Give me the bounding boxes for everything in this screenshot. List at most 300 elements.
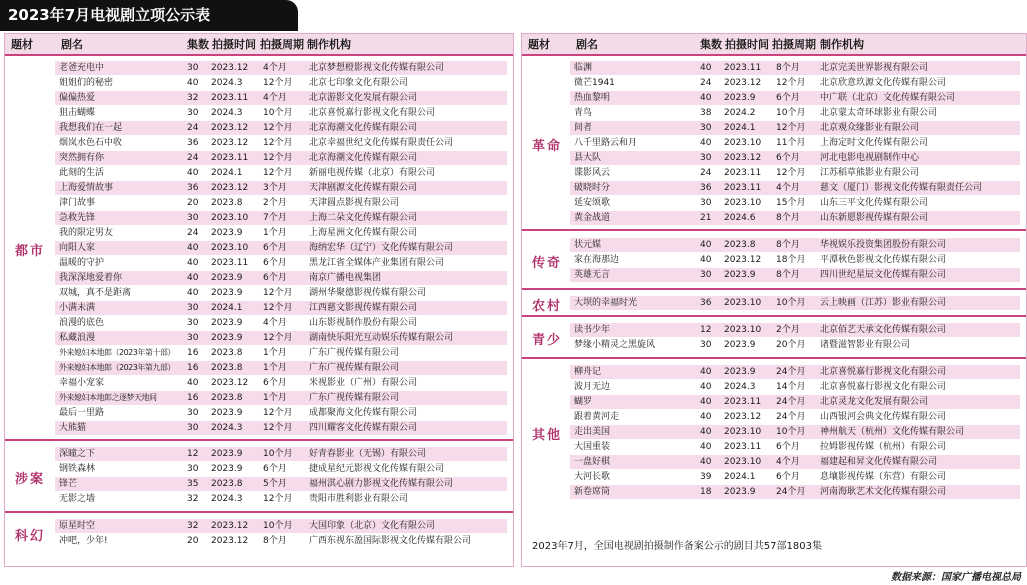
table-row [570,470,1020,484]
group-separator [522,357,1026,359]
shoot-period: 6个月 [776,153,800,163]
shoot-time: 2023.9 [211,228,243,238]
episode-count: 24 [187,123,199,133]
shoot-time: 2023.10 [211,213,249,223]
shoot-time: 2023.8 [211,348,243,358]
producer: 天津剧源文化传媒有限公司 [309,183,418,193]
drama-title: 外来媳妇本地郎之逐梦天地间 [59,393,157,402]
shoot-period: 12个月 [776,123,806,133]
table-row [55,391,507,405]
shoot-time: 2023.12 [724,78,762,88]
drama-title: 微芒1941 [574,78,615,88]
drama-title: 冲吧，少年! [59,536,108,546]
episode-count: 12 [700,325,712,335]
producer: 黑龙江省全媒体产业集团有限公司 [309,258,445,268]
shoot-period: 8个月 [776,213,800,223]
table-row [55,256,507,270]
table-row [55,301,507,315]
table-row [55,61,507,75]
drama-title: 深瞳之下 [59,449,96,459]
episode-count: 40 [700,63,712,73]
episode-count: 30 [187,108,199,118]
drama-title: 双城，真不是距离 [59,288,132,298]
table-row [55,447,507,461]
shoot-period: 8个月 [776,240,800,250]
shoot-period: 6个月 [263,464,287,474]
episode-count: 40 [700,457,712,467]
episode-count: 40 [700,138,712,148]
episode-count: 16 [187,363,199,373]
drama-title: 县大队 [574,153,602,163]
episode-count: 18 [700,487,712,497]
header-title: 剧名 [61,38,83,51]
shoot-period: 4个月 [776,457,800,467]
episode-count: 36 [700,183,712,193]
producer: 中广联（北京）文化传媒有限公司 [820,93,956,103]
table-row [570,365,1020,379]
shoot-period: 10个月 [263,108,293,118]
drama-title: 间者 [574,123,593,133]
producer: 四川耀客文化传媒有限公司 [309,423,418,433]
episode-count: 40 [187,273,199,283]
table-row [55,492,507,506]
producer: 北京观众缘影业有限公司 [820,123,920,133]
table-row [55,406,507,420]
shoot-period: 4个月 [776,183,800,193]
category-label: 传奇 [531,255,562,271]
shoot-time: 2023.10 [724,325,762,335]
shoot-time: 2023.9 [211,273,243,283]
table-row [55,316,507,330]
shoot-time: 2023.12 [211,378,249,388]
header-episodes: 集数 [187,38,209,51]
drama-title: 延安颂歌 [574,198,611,208]
producer: 江西慈文影视传媒有限公司 [309,303,418,313]
shoot-time: 2023.12 [211,63,249,73]
shoot-period: 6个月 [776,442,800,452]
shoot-period: 2个月 [263,198,287,208]
episode-count: 24 [700,168,712,178]
producer: 北京喜悦嘉行影视文化有限公司 [820,367,947,377]
shoot-time: 2023.10 [724,298,762,308]
shoot-time: 2023.9 [211,288,243,298]
shoot-period: 12个月 [263,423,293,433]
episode-count: 40 [187,258,199,268]
producer: 捷成星纪元影视文化传媒有限公司 [309,464,445,474]
episode-count: 40 [187,168,199,178]
shoot-period: 10个月 [776,298,806,308]
shoot-period: 2个月 [776,325,800,335]
drama-title: 八千里路云和月 [574,138,638,148]
header-period: 拍摄周期 [772,38,816,51]
episode-count: 24 [187,228,199,238]
shoot-period: 10个月 [263,521,293,531]
shoot-time: 2024.3 [211,494,243,504]
table-row [55,151,507,165]
episode-count: 16 [187,393,199,403]
shoot-period: 8个月 [776,63,800,73]
episode-count: 40 [700,412,712,422]
shoot-period: 12个月 [263,138,293,148]
table-row [570,211,1020,225]
producer: 天津圆点影视有限公司 [309,198,400,208]
shoot-time: 2023.11 [211,258,249,268]
table-row [570,455,1020,469]
producer: 广西东视东盈国际影视文化传媒有限公司 [309,536,472,546]
drama-title: 此刻的生活 [59,168,105,178]
episode-count: 30 [187,464,199,474]
shoot-period: 12个月 [263,123,293,133]
producer: 好青春影业（无锡）有限公司 [309,449,427,459]
shoot-time: 2023.8 [211,363,243,373]
table-row [570,151,1020,165]
shoot-time: 2024.1 [724,472,756,482]
drama-title: 浪漫的底色 [59,318,105,328]
shoot-time: 2023.11 [724,183,762,193]
header-shoot-time: 拍摄时间 [212,38,256,51]
group-separator [522,288,1026,290]
drama-title: 蝴罗 [574,397,593,407]
episode-count: 30 [187,423,199,433]
shoot-time: 2023.11 [724,168,762,178]
shoot-period: 5个月 [263,479,287,489]
drama-title: 一盘好棋 [574,457,611,467]
shoot-period: 10个月 [263,449,293,459]
shoot-period: 12个月 [776,78,806,88]
shoot-time: 2023.12 [724,412,762,422]
shoot-period: 12个月 [263,408,293,418]
shoot-period: 24个月 [776,367,806,377]
right-table [521,33,1027,567]
producer: 广东广视传媒有限公司 [309,393,400,403]
drama-title: 姐姐们的秘密 [59,78,114,88]
producer: 南京广播电视集团 [309,273,382,283]
episode-count: 30 [187,213,199,223]
producer: 海纳宏华（辽宁）文化传媒有限公司 [309,243,454,253]
table-row [570,76,1020,90]
table-row [570,238,1020,252]
producer: 平潭秋色影视文化传媒有限公司 [820,255,947,265]
episode-count: 30 [700,270,712,280]
category-label: 其他 [531,427,562,443]
drama-title: 青鸟 [574,108,593,118]
category-label: 涉案 [14,472,45,487]
table-row [570,395,1020,409]
table-row [55,241,507,255]
episode-count: 20 [187,198,199,208]
drama-title: 黄金战道 [574,213,611,223]
shoot-period: 10个月 [776,108,806,118]
producer: 北京七印象文化有限公司 [309,78,409,88]
producer: 云上映画（江苏）影业有限公司 [820,298,947,308]
shoot-period: 12个月 [263,288,293,298]
shoot-time: 2023.8 [211,393,243,403]
category-label: 农村 [531,298,562,314]
category-label: 科幻 [14,529,45,544]
shoot-time: 2023.12 [211,521,249,531]
table-row [55,91,507,105]
drama-title: 烟岚水色石中收 [59,138,123,148]
episode-count: 40 [187,78,199,88]
table-row [55,166,507,180]
table-row [570,380,1020,394]
drama-title: 大坝的幸福时光 [574,298,638,308]
shoot-time: 2023.12 [211,138,249,148]
drama-title: 小满未满 [59,303,96,313]
summary-text: 2023年7月，全国电视剧拍摄制作备案公示的剧目共57部1803集 [532,541,822,552]
shoot-time: 2024.3 [211,108,243,118]
shoot-time: 2023.10 [724,138,762,148]
table-row [570,440,1020,454]
shoot-time: 2023.9 [211,464,243,474]
drama-title: 波月无边 [574,382,611,392]
shoot-time: 2023.12 [211,536,249,546]
episode-count: 36 [187,183,199,193]
shoot-period: 6个月 [263,243,287,253]
page-title: 2023年7月电视剧立项公示表 [0,0,298,31]
shoot-period: 4个月 [263,318,287,328]
producer: 慈文（厦门）影视文化传媒有限责任公司 [820,183,983,193]
table-row [55,331,507,345]
producer: 北京灵龙文化发展有限公司 [820,397,929,407]
table-row [55,271,507,285]
shoot-time: 2023.10 [724,198,762,208]
table-row [570,485,1020,499]
table-row [570,181,1020,195]
producer: 贵阳市胜利影业有限公司 [309,494,409,504]
shoot-period: 8个月 [776,270,800,280]
episode-count: 16 [187,348,199,358]
producer: 河南海耿艺术文化传媒有限公司 [820,487,947,497]
episode-count: 40 [700,93,712,103]
shoot-time: 2023.9 [724,487,756,497]
table-row [570,196,1020,210]
producer: 北京海潮文化传媒有限公司 [309,153,418,163]
producer: 山东新愿影视传媒有限公司 [820,213,929,223]
producer: 四川世纪星辰文化传媒有限公司 [820,270,947,280]
shoot-time: 2024.3 [211,78,243,88]
episode-count: 30 [700,198,712,208]
producer: 湖州华聚德影视传媒有限公司 [309,288,427,298]
episode-count: 40 [187,243,199,253]
shoot-period: 24个月 [776,397,806,407]
episode-count: 32 [187,521,199,531]
producer: 北京欣意玖源文化传媒有限公司 [820,78,947,88]
shoot-time: 2023.12 [724,153,762,163]
episode-count: 39 [700,472,712,482]
shoot-period: 6个月 [263,378,287,388]
producer: 广东广视传媒有限公司 [309,348,400,358]
shoot-period: 1个月 [263,348,287,358]
drama-title: 原星时空 [59,521,96,531]
table-row [55,121,507,135]
drama-title: 英雄无言 [574,270,611,280]
table-row [570,323,1020,337]
shoot-time: 2024.6 [724,213,756,223]
header-shoot-time: 拍摄时间 [725,38,769,51]
shoot-time: 2023.9 [211,318,243,328]
table-row [55,136,507,150]
producer: 米视影业（广州）有限公司 [309,378,418,388]
shoot-period: 8个月 [263,536,287,546]
shoot-time: 2023.12 [724,255,762,265]
drama-title: 读书少年 [574,325,611,335]
table-row [55,361,507,375]
shoot-period: 12个月 [263,333,293,343]
drama-title: 上海爱情故事 [59,183,114,193]
drama-title: 钢铁森林 [59,464,96,474]
table-row [570,410,1020,424]
drama-title: 最后一里路 [59,408,105,418]
table-row [55,286,507,300]
header-title: 剧名 [576,38,598,51]
table-row [55,477,507,491]
producer: 上海二朵文化传媒有限公司 [309,213,418,223]
producer: 江苏稻草熊影业有限公司 [820,168,920,178]
drama-title: 跟着黄河走 [574,412,620,422]
producer: 诸暨滋智影业有限公司 [820,340,911,350]
shoot-time: 2023.9 [724,367,756,377]
drama-title: 狙击蝴蝶 [59,108,96,118]
episode-count: 24 [187,153,199,163]
category-label: 革命 [531,138,562,154]
shoot-period: 12个月 [776,168,806,178]
shoot-period: 24个月 [776,412,806,422]
episode-count: 40 [700,442,712,452]
shoot-time: 2023.11 [724,397,762,407]
shoot-time: 2024.1 [724,123,756,133]
producer: 神州航天（杭州）文化传媒有限公司 [820,427,965,437]
drama-title: 幸福小宠家 [59,378,105,388]
drama-title: 走出美国 [574,427,611,437]
drama-title: 谍影风云 [574,168,611,178]
episode-count: 30 [187,318,199,328]
drama-title: 无影之墙 [59,494,96,504]
shoot-time: 2024.3 [724,382,756,392]
table-header [5,34,513,56]
producer: 北京游影文化发展有限公司 [309,93,418,103]
shoot-time: 2023.11 [724,442,762,452]
shoot-period: 1个月 [263,363,287,373]
producer: 河北电影电视剧制作中心 [820,153,920,163]
episode-count: 12 [187,449,199,459]
shoot-period: 1个月 [263,393,287,403]
shoot-time: 2024.1 [211,168,243,178]
drama-title: 外来媳妇本地郎（2023年第九部） [59,363,175,372]
episode-count: 30 [700,340,712,350]
category-label: 都市 [14,243,45,259]
header-producer: 制作机构 [820,38,864,51]
producer: 息壤影视传媒（东营）有限公司 [820,472,947,482]
table-row [55,376,507,390]
drama-title: 我想我们在一起 [59,123,123,133]
drama-title: 新卷席筒 [574,487,611,497]
episode-count: 40 [187,378,199,388]
drama-title: 热血黎明 [574,93,611,103]
drama-title: 大熊猫 [59,423,87,433]
drama-title: 温暖的守护 [59,258,105,268]
episode-count: 24 [700,78,712,88]
header-period: 拍摄周期 [260,38,304,51]
shoot-period: 6个月 [776,472,800,482]
group-separator [522,315,1026,317]
group-separator [522,229,1026,231]
shoot-period: 11个月 [776,138,806,148]
shoot-time: 2023.10 [724,457,762,467]
table-row [570,253,1020,267]
shoot-period: 3个月 [263,183,287,193]
episode-count: 30 [700,123,712,133]
header-episodes: 集数 [700,38,722,51]
category-label: 青少 [531,333,562,348]
producer: 拉姆影视传媒（杭州）有限公司 [820,442,947,452]
episode-count: 40 [700,240,712,250]
shoot-period: 12个月 [263,303,293,313]
table-row [55,346,507,360]
drama-title: 锋芒 [59,479,78,489]
producer: 北京海潮文化传媒有限公司 [309,123,418,133]
drama-title: 柳舟记 [574,367,602,377]
drama-title: 家在海那边 [574,255,620,265]
table-row [55,226,507,240]
episode-count: 30 [187,408,199,418]
producer: 北京完美世界影视有限公司 [820,63,929,73]
producer: 福州淇心剧力影视文化传媒有限公司 [309,479,454,489]
drama-title: 津门故事 [59,198,96,208]
shoot-time: 2023.9 [724,93,756,103]
drama-title: 偏偏热爱 [59,93,96,103]
drama-title: 我深深地爱着你 [59,273,123,283]
producer: 湖南快乐阳光互动娱乐传媒有限公司 [309,333,454,343]
table-row [55,76,507,90]
table-row [570,136,1020,150]
producer: 山西银河会典文化传媒有限公司 [820,412,947,422]
episode-count: 40 [700,255,712,265]
shoot-period: 12个月 [263,168,293,178]
table-row [570,121,1020,135]
episode-count: 30 [187,333,199,343]
drama-title: 破晓时分 [574,183,611,193]
drama-title: 急救先锋 [59,213,96,223]
table-row [55,462,507,476]
drama-title: 临渊 [574,63,593,73]
episode-count: 21 [700,213,712,223]
table-row [55,534,507,548]
producer: 北京喜悦嘉行影视文化有限公司 [309,108,436,118]
producer: 北京幸福世纪文化传媒有限责任公司 [309,138,454,148]
drama-title: 私藏浪漫 [59,333,96,343]
producer: 上海定时文化传媒有限公司 [820,138,929,148]
table-row [55,519,507,533]
table-row [570,296,1020,310]
drama-title: 大河长歌 [574,472,611,482]
table-row [570,106,1020,120]
drama-title: 老爸充电中 [59,63,105,73]
shoot-time: 2023.12 [211,123,249,133]
shoot-period: 12个月 [263,153,293,163]
producer: 上海星洲文化传媒有限公司 [309,228,418,238]
drama-title: 我的限定男友 [59,228,114,238]
producer: 新丽电视传媒（北京）有限公司 [309,168,436,178]
shoot-time: 2023.12 [211,183,249,193]
shoot-time: 2024.2 [724,108,756,118]
episode-count: 40 [700,397,712,407]
producer: 北京佰艺天承文化传媒有限公司 [820,325,947,335]
drama-title: 状元媒 [574,240,602,250]
table-row [570,61,1020,75]
shoot-period: 4个月 [263,63,287,73]
drama-title: 大国重装 [574,442,611,452]
